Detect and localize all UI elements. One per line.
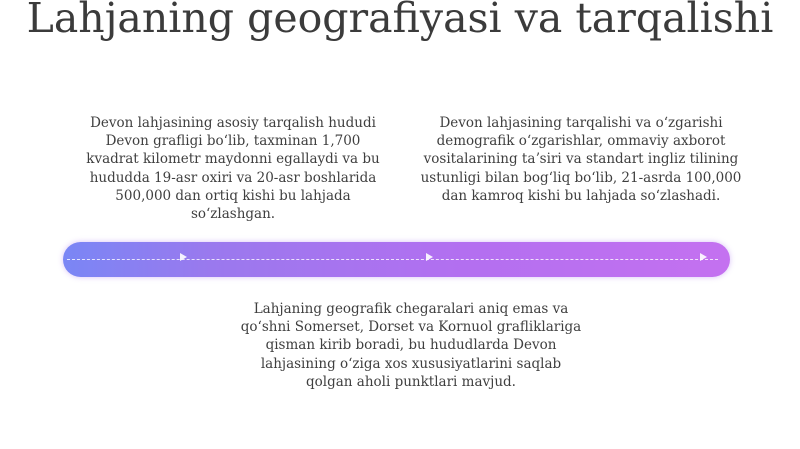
timeline-bar <box>63 242 730 277</box>
arrow-right-icon <box>700 253 707 261</box>
slide-title: Lahjaning geografiyasi va tarqalishi <box>26 0 774 42</box>
left-paragraph: Devon lahjasining asosiy tarqalish hududi Devon grafligi boʻlib, taxminan 1,700 kvadrat kilometr maydonni egallaydi va bu hududda 19-asr oxiri va 20-asr boshlarida 500,000 dan ortiq kishi bu lahjada soʻzlashgan. <box>86 115 380 223</box>
right-paragraph: Devon lahjasining tarqalishi va oʻzgarishi demografik oʻzgarishlar, ommaviy axborot vositalarining taʼsiri va standart ingliz tilining ustunligi bilan bogʻliq boʻlib, 21-asrda 100,000 dan kamroq kishi bu lahjada soʻzlashadi. <box>420 115 742 204</box>
timeline-dashed-line <box>67 259 718 260</box>
bottom-paragraph: Lahjaning geografik chegaralari aniq emas va qoʻshni Somerset, Dorset va Kornuol grafliklariga qisman kirib boradi, bu hududlarda Devon lahjasining oʻziga xos xususiyatlarini saqlab qolgan aholi punktlari mavjud. <box>240 301 582 390</box>
arrow-right-icon <box>426 253 433 261</box>
arrow-right-icon <box>180 253 187 261</box>
